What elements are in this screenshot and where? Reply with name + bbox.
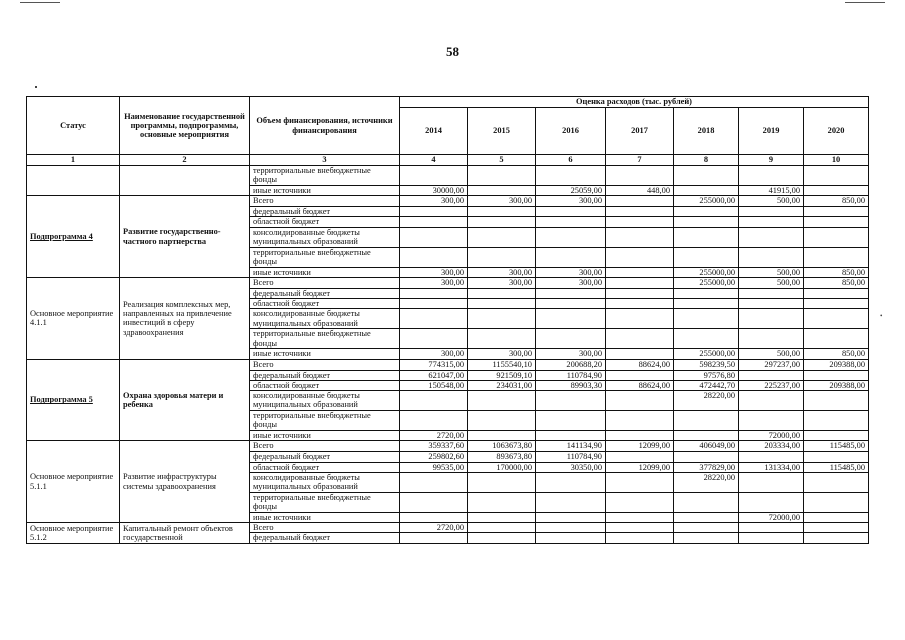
value-cell: 850,00 (804, 267, 869, 277)
value-cell (468, 492, 536, 512)
value-cell: 774315,00 (400, 359, 468, 370)
source-label: областной бюджет (250, 217, 400, 227)
value-cell (468, 207, 536, 217)
value-cell (468, 523, 536, 533)
source-label: территориальные внебюджетные фонды (250, 329, 400, 349)
value-cell: 170000,00 (468, 462, 536, 472)
value-cell (606, 329, 674, 349)
value-cell (606, 207, 674, 217)
value-cell (400, 391, 468, 411)
value-cell (674, 207, 739, 217)
scan-dot: • (880, 312, 883, 320)
program-name: Реализация комплексных мер, направленных на привлечение инвестиций в сферу здравоохранения (120, 277, 250, 359)
value-cell: 500,00 (739, 196, 804, 207)
value-cell (739, 411, 804, 431)
value-cell (804, 492, 869, 512)
value-cell (674, 329, 739, 349)
value-cell (400, 207, 468, 217)
value-cell: 99535,00 (400, 462, 468, 472)
value-cell (606, 309, 674, 329)
value-cell (804, 411, 869, 431)
program-status: Подпрограмма 5 (27, 359, 120, 441)
value-cell: 255000,00 (674, 267, 739, 277)
value-cell (468, 166, 536, 186)
source-label: Всего (250, 441, 400, 452)
value-cell (674, 288, 739, 298)
value-cell (400, 329, 468, 349)
value-cell (536, 247, 606, 267)
column-number: 8 (674, 155, 739, 166)
value-cell (400, 247, 468, 267)
value-cell: 255000,00 (674, 349, 739, 359)
top-scan-rule (20, 2, 60, 3)
value-cell: 115485,00 (804, 462, 869, 472)
value-cell (674, 512, 739, 522)
header-year: 2020 (804, 108, 869, 155)
value-cell: 110784,90 (536, 370, 606, 380)
top-scan-rule (845, 2, 885, 3)
program-name: Развитие инфраструктуры системы здравоохранения (120, 441, 250, 523)
value-cell (674, 309, 739, 329)
value-cell (804, 431, 869, 441)
value-cell (468, 186, 536, 196)
source-label: территориальные внебюджетные фонды (250, 492, 400, 512)
value-cell: 30000,00 (400, 186, 468, 196)
value-cell: 88624,00 (606, 359, 674, 370)
value-cell (606, 299, 674, 309)
value-cell (804, 533, 869, 543)
source-label: Всего (250, 359, 400, 370)
value-cell (536, 512, 606, 522)
value-cell: 300,00 (400, 277, 468, 288)
value-cell: 225237,00 (739, 380, 804, 390)
source-label: федеральный бюджет (250, 207, 400, 217)
value-cell (674, 523, 739, 533)
value-cell: 850,00 (804, 277, 869, 288)
value-cell (400, 309, 468, 329)
value-cell: 300,00 (400, 196, 468, 207)
table-row (27, 523, 869, 533)
value-cell: 200688,20 (536, 359, 606, 370)
value-cell (606, 492, 674, 512)
table-row (27, 441, 869, 452)
value-cell (606, 196, 674, 207)
value-cell (739, 452, 804, 462)
source-label: Всего (250, 196, 400, 207)
value-cell (739, 227, 804, 247)
value-cell (606, 391, 674, 411)
value-cell (804, 217, 869, 227)
value-cell: 141134,90 (536, 441, 606, 452)
value-cell (804, 391, 869, 411)
value-cell: 234031,00 (468, 380, 536, 390)
value-cell (804, 227, 869, 247)
column-number: 7 (606, 155, 674, 166)
value-cell (606, 277, 674, 288)
source-label: территориальные внебюджетные фонды (250, 247, 400, 267)
value-cell (804, 207, 869, 217)
value-cell: 209388,00 (804, 380, 869, 390)
value-cell (606, 349, 674, 359)
value-cell (536, 411, 606, 431)
value-cell (804, 288, 869, 298)
header-year: 2015 (468, 108, 536, 155)
value-cell (606, 411, 674, 431)
source-label: областной бюджет (250, 380, 400, 390)
value-cell: 893673,80 (468, 452, 536, 462)
value-cell (804, 452, 869, 462)
value-cell (400, 411, 468, 431)
value-cell (468, 329, 536, 349)
header-year: 2019 (739, 108, 804, 155)
value-cell: 300,00 (536, 277, 606, 288)
value-cell (536, 523, 606, 533)
header-year: 2017 (606, 108, 674, 155)
value-cell (804, 523, 869, 533)
program-name: Капитальный ремонт объектов государственной (120, 523, 250, 543)
value-cell (606, 227, 674, 247)
value-cell: 300,00 (400, 267, 468, 277)
value-cell (804, 329, 869, 349)
value-cell (804, 309, 869, 329)
value-cell (804, 166, 869, 186)
value-cell: 72000,00 (739, 431, 804, 441)
source-label: иные источники (250, 431, 400, 441)
value-cell (674, 217, 739, 227)
value-cell (674, 452, 739, 462)
value-cell (674, 227, 739, 247)
value-cell (804, 186, 869, 196)
source-label: федеральный бюджет (250, 288, 400, 298)
value-cell: 25059,00 (536, 186, 606, 196)
source-label: территориальные внебюджетные фонды (250, 411, 400, 431)
value-cell: 377829,00 (674, 462, 739, 472)
header-funding: Объем финансирования, источники финансирования (250, 97, 400, 155)
value-cell: 448,00 (606, 186, 674, 196)
value-cell: 12099,00 (606, 441, 674, 452)
value-cell (400, 533, 468, 543)
source-label: консолидированные бюджеты муниципальных образований (250, 391, 400, 411)
source-label: иные источники (250, 512, 400, 522)
value-cell (674, 166, 739, 186)
value-cell (674, 492, 739, 512)
value-cell: 28220,00 (674, 472, 739, 492)
value-cell: 598239,50 (674, 359, 739, 370)
column-number: 1 (27, 155, 120, 166)
name-cell-empty (120, 166, 250, 196)
value-cell (606, 217, 674, 227)
value-cell (606, 370, 674, 380)
value-cell (400, 166, 468, 186)
value-cell (400, 217, 468, 227)
value-cell (606, 523, 674, 533)
value-cell (400, 288, 468, 298)
value-cell: 203334,00 (739, 441, 804, 452)
value-cell: 97576,80 (674, 370, 739, 380)
value-cell: 2720,00 (400, 523, 468, 533)
value-cell: 500,00 (739, 277, 804, 288)
program-status: Основное мероприятие 5.1.2 (27, 523, 120, 543)
value-cell (536, 492, 606, 512)
value-cell (674, 533, 739, 543)
source-label: федеральный бюджет (250, 452, 400, 462)
value-cell: 359337,60 (400, 441, 468, 452)
value-cell: 28220,00 (674, 391, 739, 411)
value-cell: 255000,00 (674, 196, 739, 207)
value-cell (468, 472, 536, 492)
value-cell (739, 391, 804, 411)
source-label: консолидированные бюджеты муниципальных образований (250, 309, 400, 329)
value-cell: 259802,60 (400, 452, 468, 462)
value-cell: 12099,00 (606, 462, 674, 472)
value-cell: 30350,00 (536, 462, 606, 472)
value-cell (674, 186, 739, 196)
value-cell: 150548,00 (400, 380, 468, 390)
budget-table (26, 96, 869, 544)
value-cell: 300,00 (536, 267, 606, 277)
value-cell (606, 288, 674, 298)
header-year: 2018 (674, 108, 739, 155)
value-cell (536, 533, 606, 543)
status-cell-empty (27, 166, 120, 196)
header-year: 2014 (400, 108, 468, 155)
value-cell: 300,00 (468, 267, 536, 277)
table-row (27, 166, 869, 186)
program-name: Развитие государственно-частного партнерства (120, 196, 250, 278)
program-status: Подпрограмма 4 (27, 196, 120, 278)
value-cell (400, 299, 468, 309)
value-cell (739, 247, 804, 267)
value-cell: 2720,00 (400, 431, 468, 441)
value-cell: 500,00 (739, 349, 804, 359)
value-cell: 209388,00 (804, 359, 869, 370)
value-cell: 300,00 (468, 196, 536, 207)
value-cell (606, 472, 674, 492)
column-number: 4 (400, 155, 468, 166)
value-cell (468, 431, 536, 441)
value-cell: 297237,00 (739, 359, 804, 370)
value-cell: 850,00 (804, 349, 869, 359)
value-cell: 472442,70 (674, 380, 739, 390)
value-cell: 72000,00 (739, 512, 804, 522)
program-status: Основное мероприятие 4.1.1 (27, 277, 120, 359)
value-cell (739, 492, 804, 512)
value-cell (804, 512, 869, 522)
table-row (27, 359, 869, 370)
column-number-row (27, 155, 869, 166)
table-row (27, 196, 869, 207)
value-cell (804, 247, 869, 267)
header-estimate: Оценка расходов (тыс. рублей) (400, 97, 869, 108)
table-row (27, 277, 869, 288)
source-label: иные источники (250, 349, 400, 359)
column-number: 9 (739, 155, 804, 166)
value-cell (739, 309, 804, 329)
value-cell (536, 431, 606, 441)
value-cell (468, 227, 536, 247)
value-cell (804, 299, 869, 309)
header-status: Статус (27, 97, 120, 155)
value-cell (606, 247, 674, 267)
header-name: Наименование государственной программы, подпрограммы, основные мероприятия (120, 97, 250, 155)
value-cell (536, 166, 606, 186)
value-cell (400, 512, 468, 522)
value-cell: 300,00 (536, 349, 606, 359)
value-cell (400, 492, 468, 512)
header-year: 2016 (536, 108, 606, 155)
value-cell: 921509,10 (468, 370, 536, 380)
value-cell (804, 472, 869, 492)
value-cell (674, 411, 739, 431)
value-cell (739, 533, 804, 543)
value-cell (536, 391, 606, 411)
value-cell (468, 309, 536, 329)
source-label: областной бюджет (250, 299, 400, 309)
value-cell (804, 370, 869, 380)
value-cell (739, 299, 804, 309)
value-cell: 850,00 (804, 196, 869, 207)
value-cell: 300,00 (468, 349, 536, 359)
value-cell: 300,00 (468, 277, 536, 288)
value-cell (674, 431, 739, 441)
value-cell (536, 207, 606, 217)
value-cell: 621047,00 (400, 370, 468, 380)
column-number: 10 (804, 155, 869, 166)
value-cell (468, 288, 536, 298)
value-cell (468, 391, 536, 411)
column-number: 2 (120, 155, 250, 166)
program-name: Охрана здоровья матери и ребенка (120, 359, 250, 441)
value-cell: 406049,00 (674, 441, 739, 452)
source-label: областной бюджет (250, 462, 400, 472)
source-label: федеральный бюджет (250, 370, 400, 380)
value-cell: 41915,00 (739, 186, 804, 196)
value-cell: 131334,00 (739, 462, 804, 472)
value-cell (536, 227, 606, 247)
value-cell: 1155540,10 (468, 359, 536, 370)
value-cell (739, 288, 804, 298)
value-cell (739, 166, 804, 186)
value-cell (739, 329, 804, 349)
value-cell (400, 227, 468, 247)
value-cell (606, 267, 674, 277)
value-cell: 88624,00 (606, 380, 674, 390)
value-cell: 115485,00 (804, 441, 869, 452)
value-cell (468, 299, 536, 309)
program-status: Основное мероприятие 5.1.1 (27, 441, 120, 523)
value-cell (606, 452, 674, 462)
value-cell (606, 512, 674, 522)
source-label: консолидированные бюджеты муниципальных образований (250, 472, 400, 492)
value-cell: 255000,00 (674, 277, 739, 288)
value-cell (468, 533, 536, 543)
scan-dot (35, 86, 37, 88)
value-cell (606, 431, 674, 441)
source-label: иные источники (250, 186, 400, 196)
source-label: консолидированные бюджеты муниципальных образований (250, 227, 400, 247)
value-cell (606, 166, 674, 186)
column-number: 5 (468, 155, 536, 166)
value-cell (674, 247, 739, 267)
value-cell: 1063673,80 (468, 441, 536, 452)
value-cell (606, 533, 674, 543)
value-cell (739, 472, 804, 492)
value-cell (536, 299, 606, 309)
column-number: 6 (536, 155, 606, 166)
column-number: 3 (250, 155, 400, 166)
value-cell (674, 299, 739, 309)
source-label: иные источники (250, 267, 400, 277)
value-cell (400, 472, 468, 492)
value-cell: 300,00 (400, 349, 468, 359)
value-cell (739, 523, 804, 533)
value-cell (536, 472, 606, 492)
value-cell (468, 247, 536, 267)
value-cell: 110784,90 (536, 452, 606, 462)
source-label: федеральный бюджет (250, 533, 400, 543)
value-cell (468, 217, 536, 227)
value-cell (739, 370, 804, 380)
source-label: Всего (250, 523, 400, 533)
value-cell (468, 512, 536, 522)
value-cell (739, 217, 804, 227)
value-cell (536, 309, 606, 329)
source-label: Всего (250, 277, 400, 288)
value-cell (536, 288, 606, 298)
value-cell: 89903,30 (536, 380, 606, 390)
value-cell (536, 329, 606, 349)
source-label: территориальные внебюджетные фонды (250, 166, 400, 186)
value-cell (739, 207, 804, 217)
value-cell (536, 217, 606, 227)
value-cell (468, 411, 536, 431)
value-cell: 300,00 (536, 196, 606, 207)
value-cell: 500,00 (739, 267, 804, 277)
page-number: 58 (446, 44, 459, 59)
